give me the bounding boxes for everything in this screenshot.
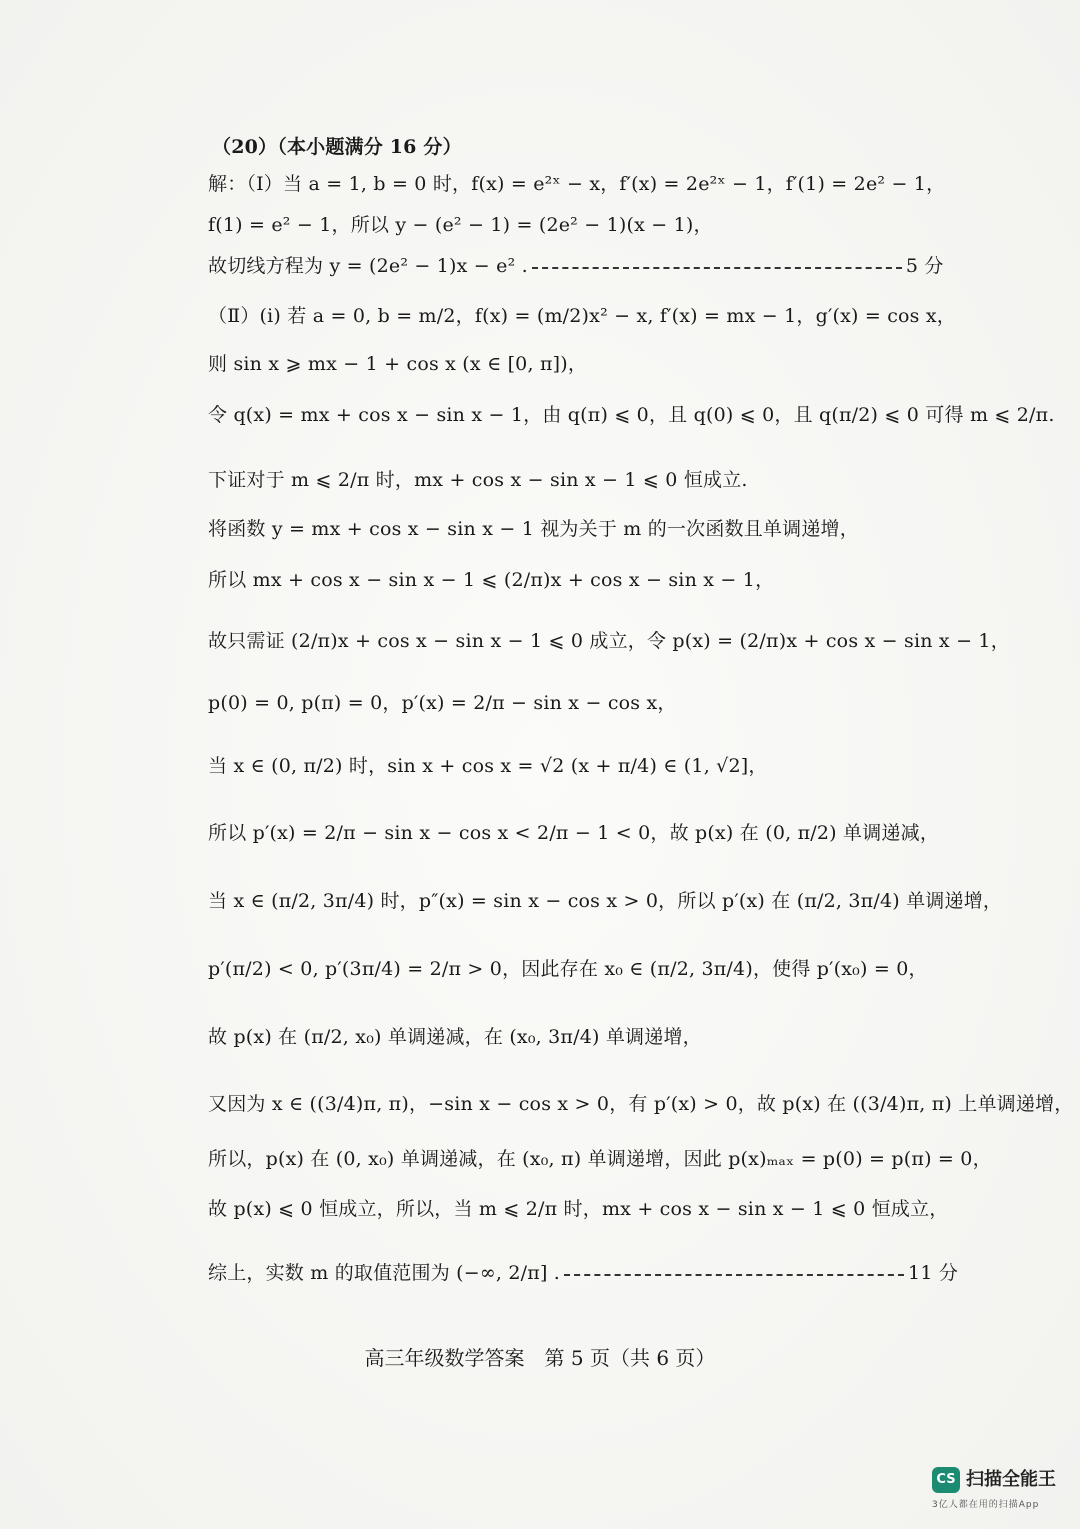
solution-line-7: 将函数 y = mx + cos x − sin x − 1 视为关于 m 的一次函数且单调递增， [208, 518, 859, 540]
score-value: 5 分 [905, 255, 944, 277]
watermark-name: 扫描全能王 [966, 1469, 1056, 1490]
solution-line-8: 所以 mx + cos x − sin x − 1 ⩽ (2/π)x + cos x − sin x − 1， [208, 569, 775, 591]
page-footer: 高三年级数学答案 第 5 页（共 6 页） [364, 1346, 716, 1370]
solution-line-2: f(1) = e² − 1，所以 y − (e² − 1) = (2e² − 1)(x − 1)， [208, 214, 713, 236]
solution-line-1: 解：（Ⅰ）当 a = 1, b = 0 时，f(x) = e²ˣ − x，f′(x) = 2e²ˣ − 1，f′(1) = 2e² − 1， [208, 173, 946, 195]
scanner-watermark [930, 1467, 1070, 1517]
solution-line-13: 当 x ∈ (π/2, 3π/4) 时，p″(x) = sin x − cos x > 0，所以 p′(x) 在 (π/2, 3π/4) 单调递增， [208, 890, 1003, 912]
solution-line-15: 故 p(x) 在 (π/2, x₀) 单调递减，在 (x₀, 3π/4) 单调递增， [208, 1026, 702, 1048]
solution-line-17: 所以，p(x) 在 (0, x₀) 单调递减，在 (x₀, π) 单调递增，因此 p(x)ₘₐₓ = p(0) = p(π) = 0， [208, 1148, 992, 1170]
solution-line-11: 当 x ∈ (0, π/2) 时，sin x + cos x = √2 (x + π/4) ∈ (1, √2]， [208, 755, 768, 777]
final-range: 综上，实数 m 的取值范围为 (−∞, 2/π] . [208, 1262, 561, 1284]
solution-line-4: 则 sin x ⩾ mx − 1 + cos x (x ∈ [0, π])， [208, 353, 588, 375]
solution-line-14: p′(π/2) < 0, p′(3π/4) = 2/π > 0，因此存在 x₀ ∈ (π/2, 3π/4)，使得 p′(x₀) = 0， [208, 958, 928, 980]
solution-line-18: 故 p(x) ⩽ 0 恒成立，所以，当 m ⩽ 2/π 时，mx + cos x − sin x − 1 ⩽ 0 恒成立， [208, 1198, 949, 1220]
solution-line-16: 又因为 x ∈ ((3/4)π, π)，−sin x − cos x > 0，有 p′(x) > 0，故 p(x) 在 ((3/4)π, π) 上单调递增， [208, 1093, 1074, 1115]
solution-line-12: 所以 p′(x) = 2/π − sin x − cos x < 2/π − 1 < 0，故 p(x) 在 (0, π/2) 单调递减， [208, 822, 940, 844]
solution-line-9: 故只需证 (2/π)x + cos x − sin x − 1 ⩽ 0 成立，令 p(x) = (2/π)x + cos x − sin x − 1， [208, 630, 1010, 652]
tangent-line-equation: 故切线方程为 y = (2e² − 1)x − e² . [208, 255, 528, 277]
solution-line-10: p(0) = 0, p(π) = 0，p′(x) = 2/π − sin x − cos x， [208, 692, 677, 714]
camscanner-logo-icon: CS [932, 1467, 960, 1493]
problem-header: （20）（本小题满分 16 分） [212, 136, 462, 158]
score-value: 11 分 [908, 1262, 959, 1284]
solution-line-5: 令 q(x) = mx + cos x − sin x − 1，由 q(π) ⩽ 0，且 q(0) ⩽ 0，且 q(π/2) ⩽ 0 可得 m ⩽ 2/π. [208, 404, 1055, 426]
solution-line-part2: （Ⅱ）(i) 若 a = 0, b = m/2，f(x) = (m/2)x² − x, f′(x) = mx − 1，g′(x) = cos x， [208, 305, 956, 327]
score-line-5 [208, 252, 944, 280]
dotted-leader [532, 267, 902, 269]
watermark-subtitle: 3亿人都在用的扫描App [932, 1500, 1040, 1510]
solution-line-6: 下证对于 m ⩽ 2/π 时，mx + cos x − sin x − 1 ⩽ 0 恒成立. [208, 469, 748, 491]
score-line-11 [208, 1259, 959, 1287]
dotted-leader [564, 1274, 904, 1276]
